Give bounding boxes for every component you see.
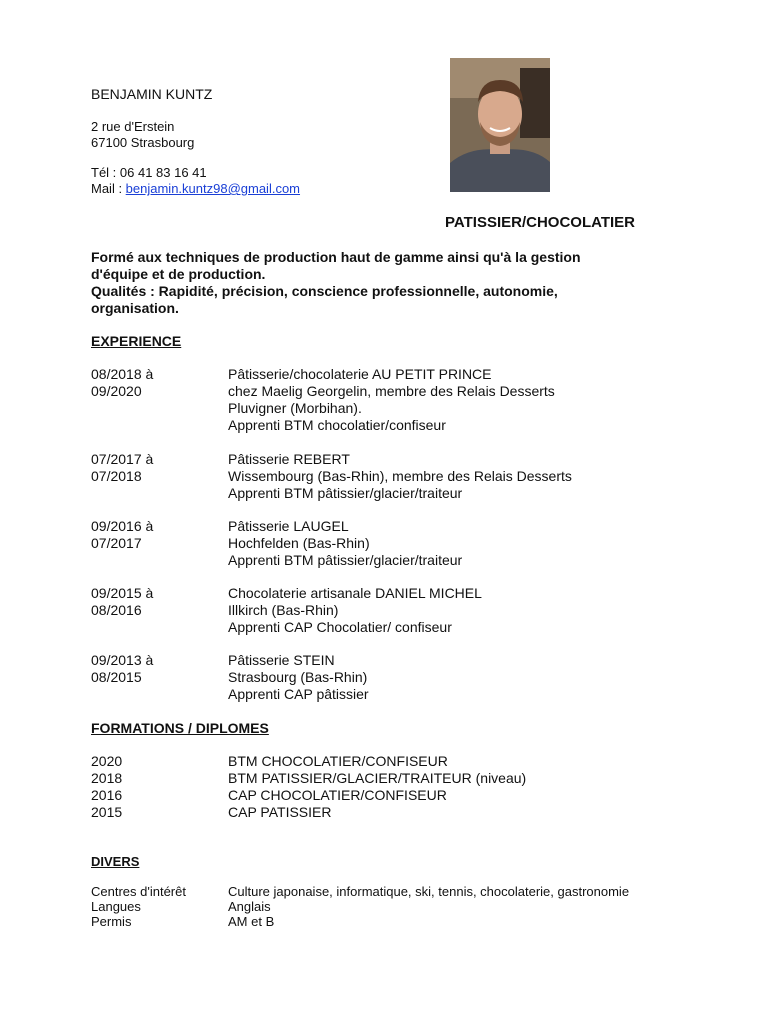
- divers-label: Centres d'intérêt: [91, 884, 186, 899]
- experience-item-details: [228, 451, 572, 502]
- experience-line: chez Maelig Georgelin, membre des Relais Desserts: [228, 383, 555, 399]
- experience-line: Pâtisserie REBERT: [228, 451, 350, 467]
- formation-years: [91, 753, 122, 821]
- divers-value: Culture japonaise, informatique, ski, tennis, chocolaterie, gastronomie: [228, 884, 630, 899]
- divers-label: Langues: [91, 899, 141, 914]
- formation-year: 2015: [91, 804, 123, 820]
- address-line-1: 2 rue d'Erstein: [91, 119, 175, 134]
- job-title: PATISSIER/CHOCOLATIER: [445, 214, 636, 231]
- experience-item-dates: [91, 518, 153, 552]
- formation-year: 2018: [91, 770, 123, 786]
- mail-line: [91, 181, 300, 196]
- divers-values: [228, 884, 629, 929]
- date-to: 07/2017: [91, 535, 142, 551]
- experience-line: Hochfelden (Bas-Rhin): [228, 535, 370, 551]
- experience-item-dates: [91, 451, 153, 485]
- experience-line: Wissembourg (Bas-Rhin), membre des Relais Desserts: [228, 468, 572, 484]
- experience-line: Illkirch (Bas-Rhin): [228, 602, 339, 618]
- experience-line: Strasbourg (Bas-Rhin): [228, 669, 368, 685]
- experience-line: Apprenti CAP pâtissier: [228, 686, 369, 702]
- divers-value: AM et B: [228, 914, 275, 929]
- date-from: 07/2017 à: [91, 451, 154, 467]
- mail-label: Mail :: [91, 181, 126, 196]
- address-line-2: 67100 Strasbourg: [91, 135, 195, 150]
- candidate-name: BENJAMIN KUNTZ: [91, 86, 213, 102]
- summary-line: d'équipe et de production.: [91, 266, 266, 282]
- summary-line: Qualités : Rapidité, précision, conscience professionnelle, autonomie,: [91, 283, 558, 299]
- date-from: 09/2015 à: [91, 585, 154, 601]
- summary-line: Formé aux techniques de production haut de gamme ainsi qu'à la gestion: [91, 249, 581, 265]
- date-to: 08/2016: [91, 602, 142, 618]
- experience-line: Apprenti BTM chocolatier/confiseur: [228, 417, 446, 433]
- date-to: 08/2015: [91, 669, 142, 685]
- date-to: 07/2018: [91, 468, 142, 484]
- experience-line: Pâtisserie/chocolaterie AU PETIT PRINCE: [228, 366, 492, 382]
- email-link[interactable]: benjamin.kuntz98@gmail.com: [125, 181, 301, 196]
- experience-item-dates: [91, 652, 153, 686]
- formation-title: BTM CHOCOLATIER/CONFISEUR: [228, 753, 448, 769]
- formation-title: CAP CHOCOLATIER/CONFISEUR: [228, 787, 447, 803]
- formation-title: CAP PATISSIER: [228, 804, 332, 820]
- formations-heading: FORMATIONS / DIPLOMES: [91, 720, 269, 736]
- experience-line: Apprenti BTM pâtissier/glacier/traiteur: [228, 552, 463, 568]
- formation-titles: [228, 753, 526, 821]
- divers-value: Anglais: [228, 899, 271, 914]
- experience-item-dates: [91, 585, 153, 619]
- divers-heading: DIVERS: [91, 854, 140, 869]
- divers-labels: [91, 884, 186, 929]
- summary-line: organisation.: [91, 300, 179, 316]
- date-from: 09/2016 à: [91, 518, 154, 534]
- phone: Tél : 06 41 83 16 41: [91, 165, 207, 180]
- summary: [91, 249, 581, 317]
- experience-item-details: [228, 585, 482, 636]
- experience-line: Chocolaterie artisanale DANIEL MICHEL: [228, 585, 482, 601]
- date-to: 09/2020: [91, 383, 142, 399]
- experience-item-details: [228, 652, 369, 703]
- experience-line: Pâtisserie STEIN: [228, 652, 335, 668]
- experience-item-details: [228, 518, 462, 569]
- experience-line: Pâtisserie LAUGEL: [228, 518, 349, 534]
- formation-year: 2020: [91, 753, 123, 769]
- divers-label: Permis: [91, 914, 132, 929]
- formation-year: 2016: [91, 787, 123, 803]
- date-from: 08/2018 à: [91, 366, 154, 382]
- date-from: 09/2013 à: [91, 652, 154, 668]
- experience-item-details: [228, 366, 555, 434]
- experience-heading: EXPERIENCE: [91, 333, 182, 349]
- formation-title: BTM PATISSIER/GLACIER/TRAITEUR (niveau): [228, 770, 527, 786]
- profile-photo: [450, 58, 550, 192]
- experience-item-dates: [91, 366, 153, 400]
- experience-line: Apprenti BTM pâtissier/glacier/traiteur: [228, 485, 463, 501]
- experience-line: Apprenti CAP Chocolatier/ confiseur: [228, 619, 452, 635]
- experience-line: Pluvigner (Morbihan).: [228, 400, 362, 416]
